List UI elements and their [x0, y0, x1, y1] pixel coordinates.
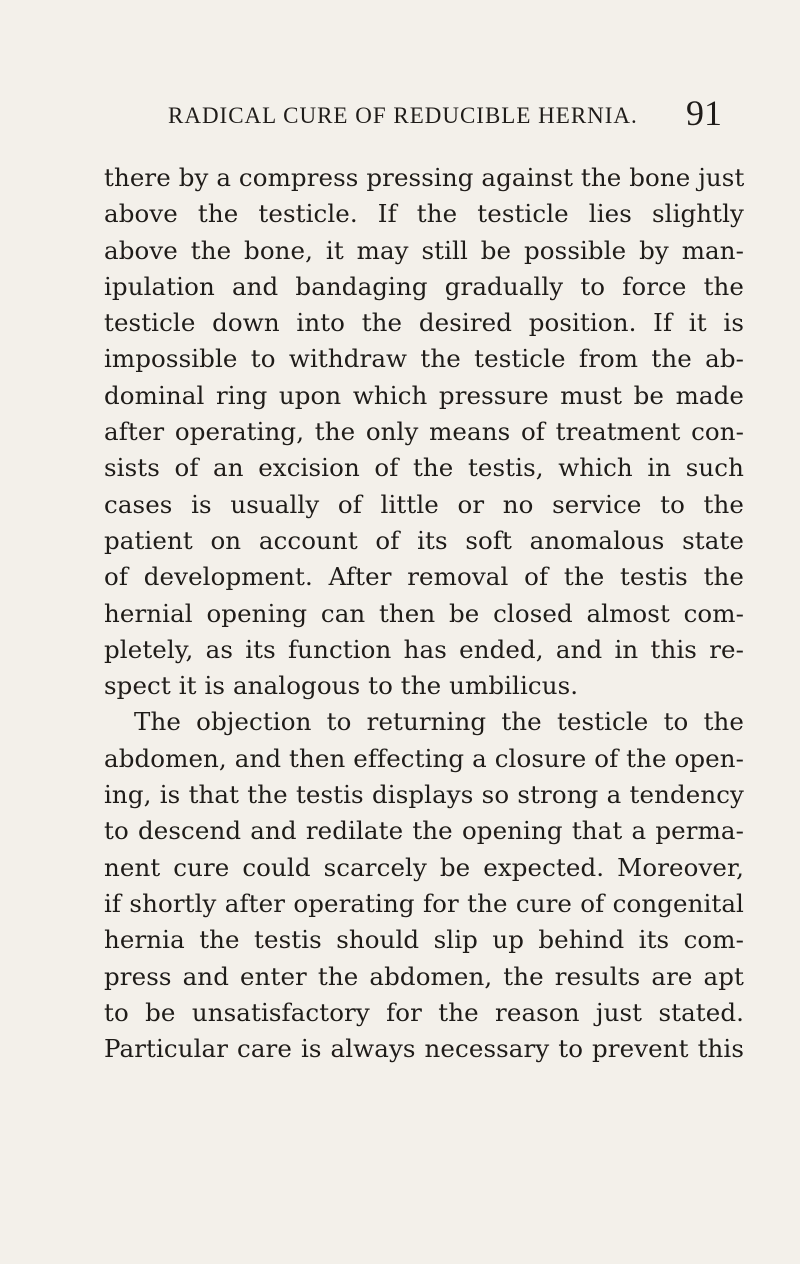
text-line: press and enter the abdomen, the results are apt: [104, 961, 744, 991]
body-text: [104, 160, 744, 1067]
text-line: after operating, the only means of treatment con-: [104, 417, 744, 447]
text-line: above the bone, it may still be possible by man-: [104, 235, 744, 265]
text-line: to descend and redilate the opening that a perma-: [104, 816, 744, 846]
text-line: above the testicle. If the testicle lies slightly: [104, 199, 744, 229]
running-head-title: RADICAL CURE OF REDUCIBLE HERNIA.: [168, 103, 638, 128]
text-line: impossible to withdraw the testicle from the ab-: [104, 344, 744, 374]
page-number: 91: [686, 93, 722, 133]
text-line-paragraph-start: The objection to returning the testicle to the: [134, 707, 744, 737]
text-line: abdomen, and then effecting a closure of the open-: [104, 743, 744, 773]
text-line: of development. After removal of the testis the: [104, 562, 744, 592]
text-line: cases is usually of little or no service to the: [104, 489, 744, 519]
text-line: ipulation and bandaging gradually to force the: [104, 271, 744, 301]
text-line: patient on account of its soft anomalous state: [104, 525, 744, 555]
text-line-paragraph-end: spect it is analogous to the umbilicus.: [104, 671, 579, 701]
text-line: dominal ring upon which pressure must be made: [104, 380, 744, 410]
text-line: sists of an excision of the testis, which in such: [104, 453, 744, 483]
text-line: pletely, as its function has ended, and in this re-: [104, 634, 744, 664]
text-line: hernial opening can then be closed almost com-: [104, 598, 744, 628]
text-line: there by a compress pressing against the bone just: [104, 163, 744, 192]
text-line: hernia the testis should slip up behind its com-: [104, 925, 744, 955]
text-line: to be unsatisfactory for the reason just stated.: [104, 997, 744, 1027]
text-line: ing, is that the testis displays so strong a tendency: [104, 780, 744, 810]
text-line: testicle down into the desired position. If it is: [104, 308, 744, 338]
text-line: nent cure could scarcely be expected. Moreover,: [104, 852, 744, 882]
text-line: Particular care is always necessary to prevent this: [104, 1034, 744, 1064]
text-line: if shortly after operating for the cure of congenital: [104, 888, 744, 918]
